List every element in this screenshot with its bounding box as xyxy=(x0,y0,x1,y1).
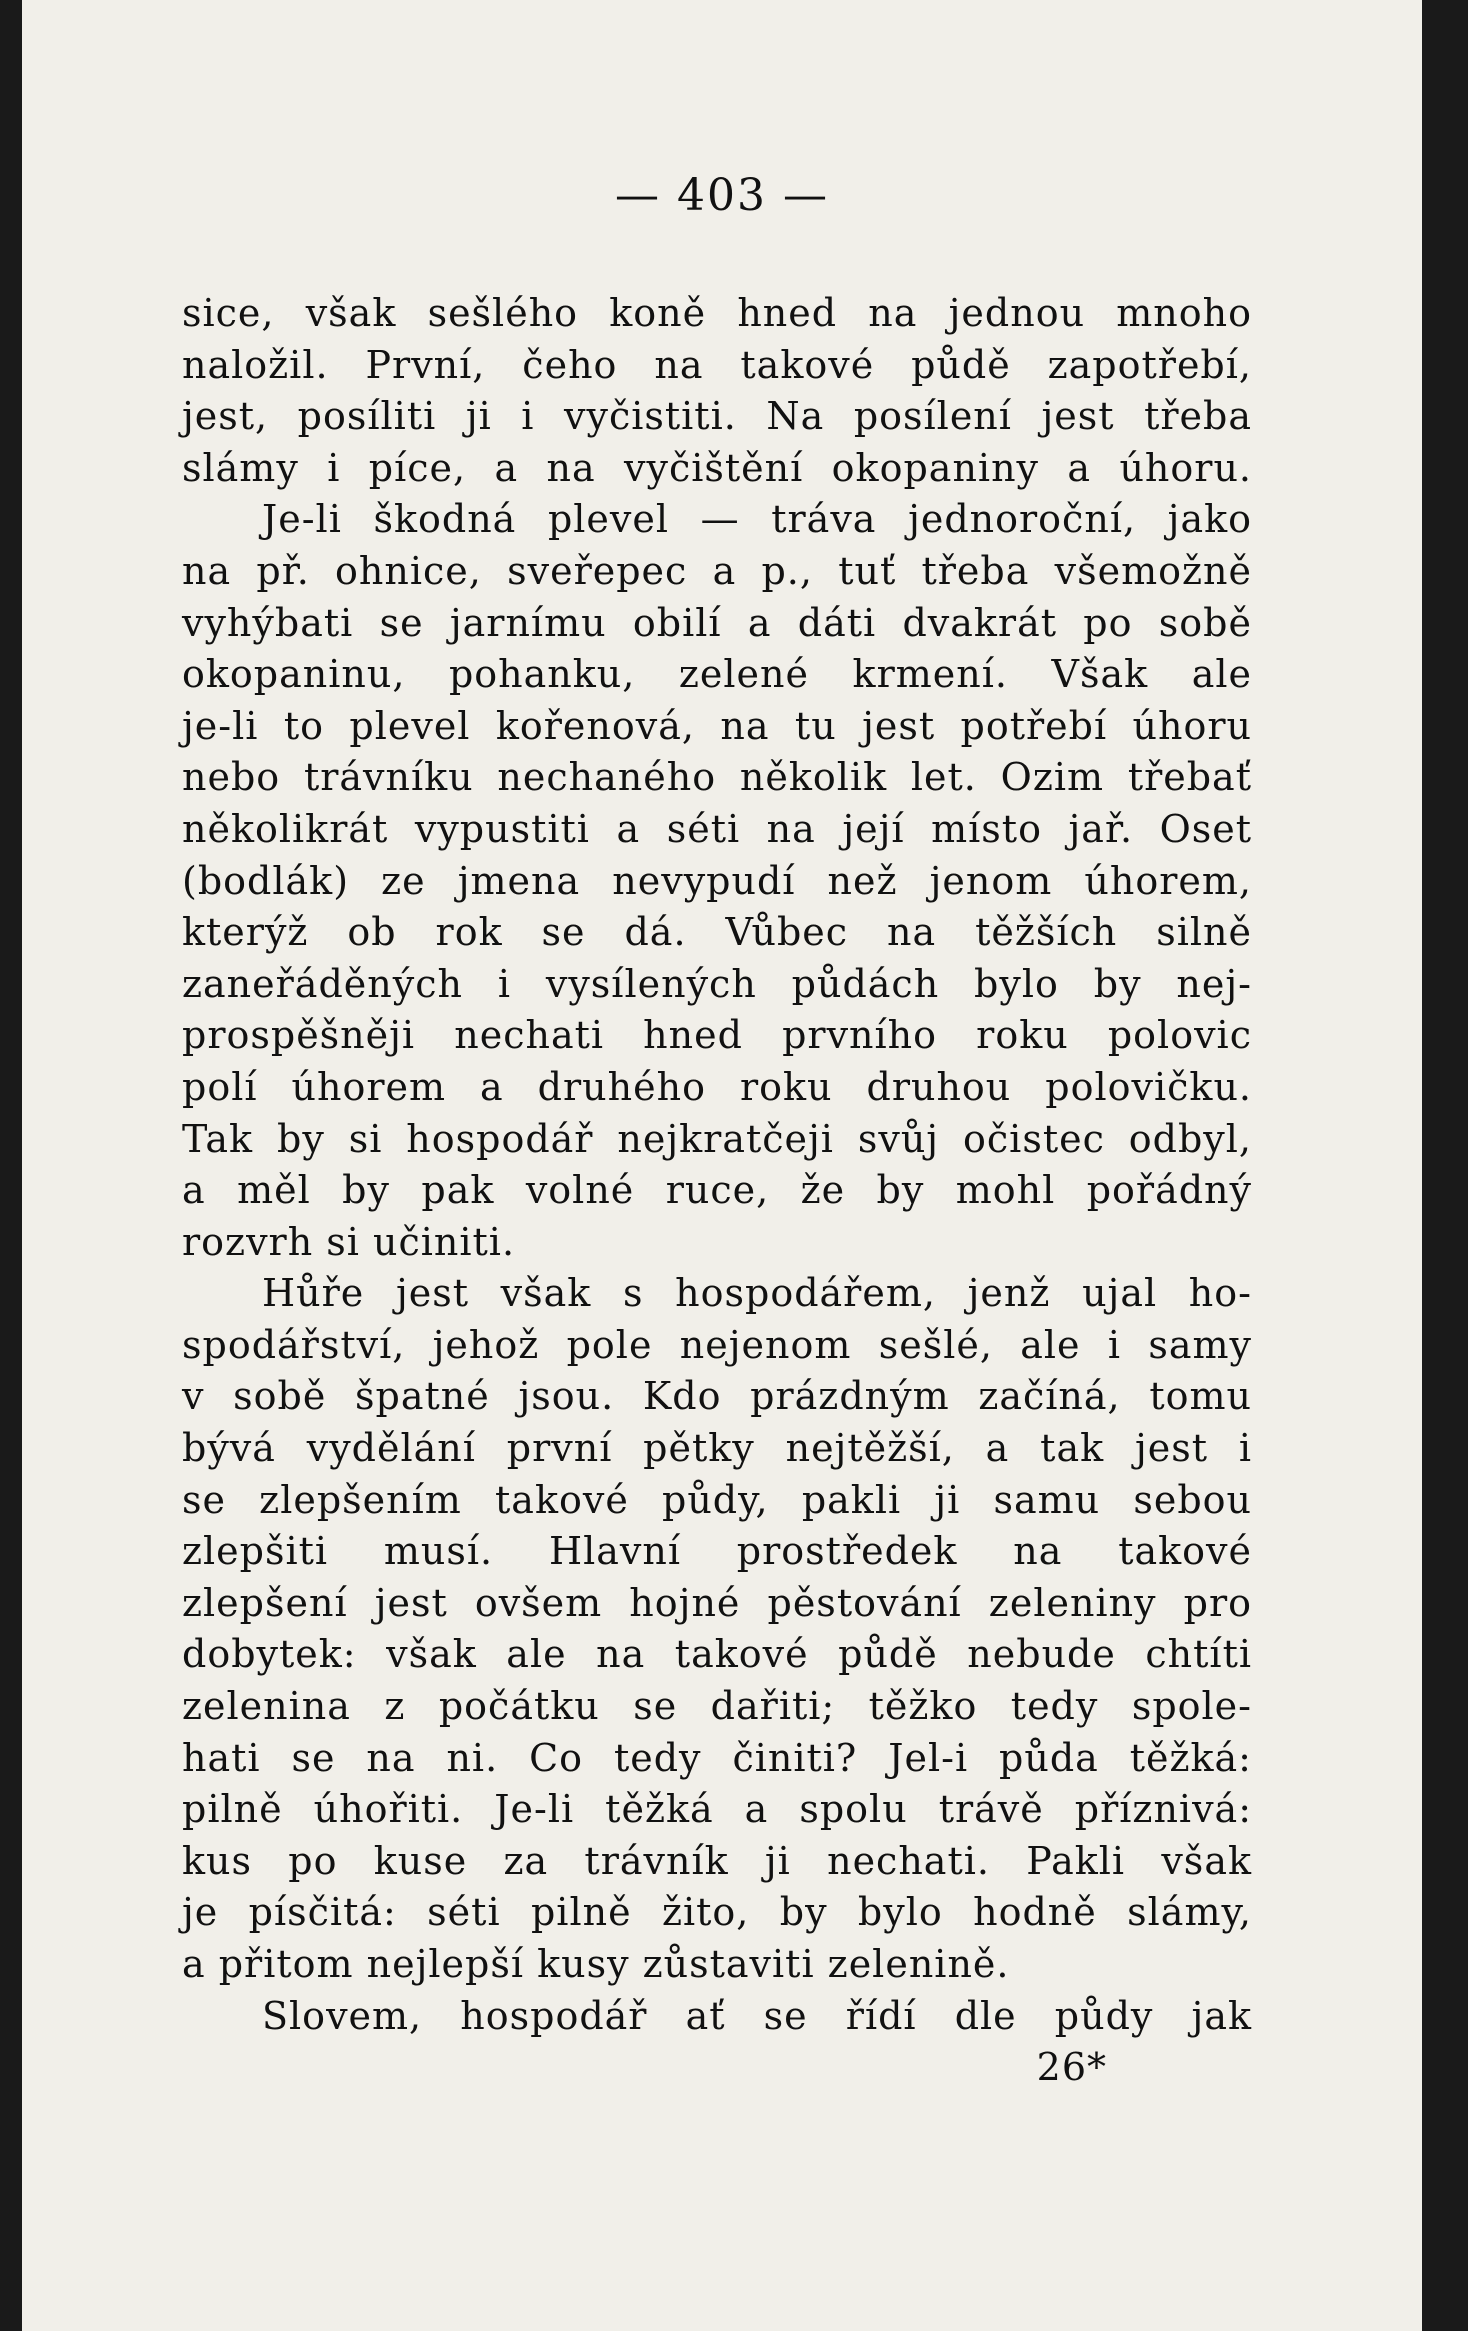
text-line: okopaninu, pohanku, zelené krmení. Však ale xyxy=(182,652,1252,697)
book-page xyxy=(22,0,1422,2331)
text-line: a měl by pak volné ruce, že by mohl pořádný xyxy=(182,1168,1252,1213)
text-line: Je-li škodná plevel — tráva jednoroční, jako xyxy=(262,497,1252,542)
text-line: sice, však sešlého koně hned na jednou mnoho xyxy=(182,291,1252,335)
text-line: nebo trávníku nechaného několik let. Ozim třebať xyxy=(182,755,1252,800)
text-line: zlepšiti musí. Hlavní prostředek na takové xyxy=(182,1529,1252,1574)
text-line: dobytek: však ale na takové půdě nebude chtíti xyxy=(182,1632,1252,1677)
text-line: hati se na ni. Co tedy činiti? Jel-i půda těžká: xyxy=(182,1735,1252,1780)
page-number-header: — 403 — xyxy=(615,170,829,221)
text-line: bývá vydělání první pětky nejtěžší, a tak jest i xyxy=(182,1426,1252,1471)
signature-mark: 26* xyxy=(1036,2045,1107,2090)
text-line: Slovem, hospodář ať se řídí dle půdy jak xyxy=(262,1993,1252,2038)
text-line: naložil. První, čeho na takové půdě zapotřebí, xyxy=(182,342,1252,387)
text-line: prospěšněji nechati hned prvního roku polovic xyxy=(182,1013,1252,1058)
text-line: zelenina z počátku se dařiti; těžko tedy spole- xyxy=(182,1684,1252,1729)
text-line: zaneřáděných i vysílených půdách bylo by nej- xyxy=(182,961,1252,1006)
text-line: na př. ohnice, sveřepec a p., tuť třeba všemožně xyxy=(182,548,1252,593)
text-line: Hůře jest však s hospodářem, jenž ujal ho- xyxy=(262,1271,1252,1316)
text-line: rozvrh si učiniti. xyxy=(182,1219,516,1264)
text-line: kus po kuse za trávník ji nechati. Pakli však xyxy=(182,1838,1252,1883)
text-line: je-li to plevel kořenová, na tu jest potřebí úhoru xyxy=(182,703,1252,748)
text-line: kterýž ob rok se dá. Vůbec na těžších silně xyxy=(182,910,1252,955)
text-line: slámy i píce, a na vyčištění okopaniny a úhoru. xyxy=(182,445,1252,490)
text-line: (bodlák) ze jmena nevypudí než jenom úhorem, xyxy=(182,858,1252,903)
text-line: zlepšení jest ovšem hojné pěstování zeleniny pro xyxy=(182,1580,1252,1625)
text-line: jest, posíliti ji i vyčistiti. Na posílení jest třeba xyxy=(182,394,1252,439)
text-line: polí úhorem a druhého roku druhou polovičku. xyxy=(182,1064,1252,1109)
text-line: pilně úhořiti. Je-li těžká a spolu trávě příznivá: xyxy=(182,1787,1252,1832)
text-line: se zlepšením takové půdy, pakli ji samu sebou xyxy=(182,1477,1252,1522)
text-line: spodářství, jehož pole nejenom sešlé, ale i samy xyxy=(182,1322,1252,1367)
text-line: v sobě špatné jsou. Kdo prázdným začíná, tomu xyxy=(182,1374,1252,1419)
text-line: je písčitá: séti pilně žito, by bylo hodně slámy, xyxy=(182,1890,1252,1935)
text-line: a přitom nejlepší kusy zůstaviti zelenině. xyxy=(182,1942,1010,1986)
text-line: Tak by si hospodář nejkratčeji svůj očistec odbyl, xyxy=(182,1116,1252,1161)
text-line: několikrát vypustiti a séti na její místo jař. Oset xyxy=(182,806,1252,851)
text-line: vyhýbati se jarnímu obilí a dáti dvakrát po sobě xyxy=(182,600,1252,645)
body-text xyxy=(182,288,1252,2094)
